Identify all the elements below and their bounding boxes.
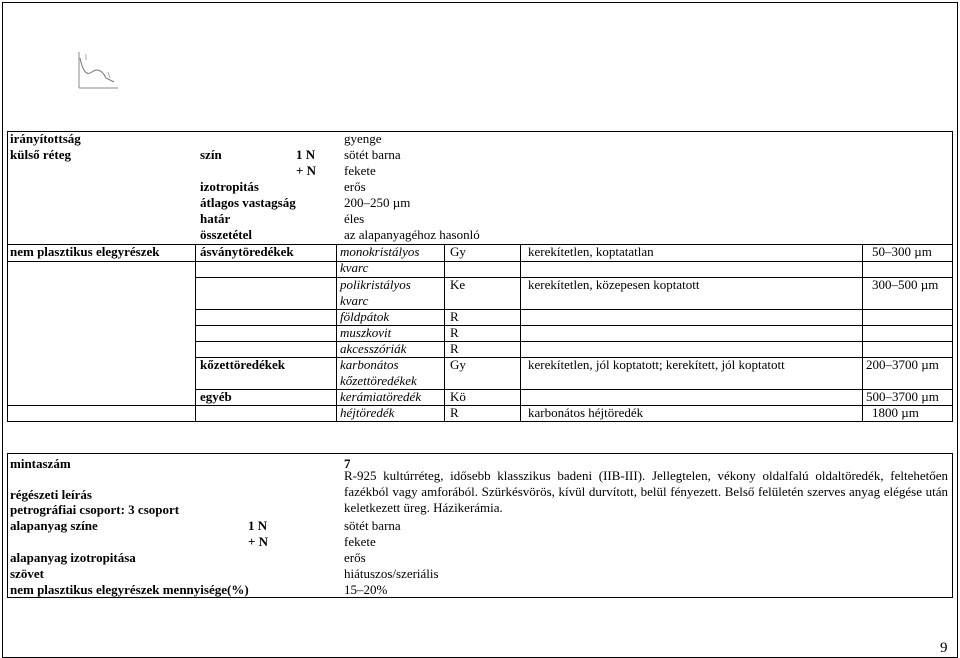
- mineral-item-freq: R: [450, 341, 459, 356]
- mineral-item-name: akcesszóriák: [340, 341, 407, 356]
- orientation-value: gyenge: [344, 131, 382, 146]
- mineral-item-name: földpátok: [340, 309, 390, 324]
- mineral-item-freq: Ke: [450, 277, 466, 292]
- avg-thickness-value: 200–250 µm: [344, 195, 411, 210]
- mineral-item-freq: Gy: [450, 244, 466, 259]
- rock-item-freq: Gy: [450, 357, 466, 372]
- mineral-item-desc: kerekítetlen, közepesen koptatott: [528, 277, 700, 292]
- other-item-name: kerámiatöredék: [340, 389, 422, 404]
- base-color-value-plus-n: fekete: [344, 534, 376, 549]
- nonplastic-amount-value: 15–20%: [344, 582, 388, 597]
- other-item-desc: karbonátos héjtöredék: [528, 405, 644, 420]
- other-item-size: 500–3700 µm: [866, 389, 939, 404]
- other-item-freq: R: [450, 405, 459, 420]
- color-label: szín: [200, 147, 222, 162]
- color-value-1n: sötét barna: [344, 147, 401, 162]
- isotropy-label: izotropitás: [200, 179, 259, 194]
- color-mode-plus-n: + N: [296, 163, 317, 178]
- nonplastic-amount-label: nem plasztikus elegyrészek mennyisége(%): [10, 582, 249, 597]
- boundary-label: határ: [200, 211, 231, 226]
- composition-label: összetétel: [200, 227, 252, 242]
- arch-desc-value: R-925 kultúrréteg, idősebb klasszikus badeni (IIB-III). Jellegtelen, vékony oldalfalú oldaltöredék, feltehetően fazékból vagy amforából. Szürkésvörös, kívül durvított, belül fényezett. Belső felületén szerves anyag elégése után keletkezett üreg. Házikerámia.: [344, 468, 948, 515]
- mineral-fragments-label: ásványtöredékek: [200, 244, 294, 259]
- thumbnail-graph-image: [74, 48, 122, 92]
- base-color-mode-plus-n: + N: [248, 534, 269, 549]
- rock-fragments-label: kőzettöredékek: [200, 357, 285, 372]
- color-mode-1n: 1 N: [296, 147, 316, 162]
- base-color-label: alapanyag színe: [10, 518, 98, 533]
- sample-no-value: 7: [344, 456, 351, 471]
- other-label: egyéb: [200, 389, 232, 404]
- boundary-value: éles: [344, 211, 365, 226]
- base-color-value-1n: sötét barna: [344, 518, 401, 533]
- petro-group-label: petrográfiai csoport: 3 csoport: [10, 502, 180, 517]
- avg-thickness-label: átlagos vastagság: [200, 195, 296, 210]
- rock-item-size: 200–3700 µm: [866, 357, 939, 372]
- orientation-label: irányítottság: [10, 131, 81, 146]
- page-number: 9: [940, 640, 948, 656]
- rock-item-desc: kerekítetlen, jól koptatott; kerekített, jól koptatott: [528, 357, 785, 372]
- mineral-item-freq: R: [450, 325, 459, 340]
- rock-item-name: karbonátos kőzettöredékek: [340, 357, 417, 388]
- color-value-plus-n: fekete: [344, 163, 376, 178]
- other-item-name: héjtöredék: [340, 405, 395, 420]
- other-item-freq: Kö: [450, 389, 466, 404]
- mineral-item-size: 50–300 µm: [872, 244, 932, 259]
- nonplastic-label: nem plasztikus elegyrészek: [10, 244, 160, 259]
- texture-value: hiátuszos/szeriális: [344, 566, 439, 581]
- sample-no-label: mintaszám: [10, 456, 71, 471]
- mineral-item-desc: kerekítetlen, koptatatlan: [528, 244, 654, 259]
- mineral-item-size: 300–500 µm: [872, 277, 939, 292]
- texture-label: szövet: [10, 566, 44, 581]
- mineral-item-name: muszkovit: [340, 325, 392, 340]
- mineral-item-name: polikristályos kvarc: [340, 277, 411, 308]
- outer-layer-label: külső réteg: [10, 147, 72, 162]
- isotropy-value: erős: [344, 179, 366, 194]
- composition-value: az alapanyagéhoz hasonló: [344, 227, 480, 242]
- base-color-mode-1n: 1 N: [248, 518, 268, 533]
- page-frame: [2, 2, 958, 658]
- arch-desc-label: régészeti leírás: [10, 487, 92, 502]
- mineral-item-freq: R: [450, 309, 459, 324]
- base-isotropy-value: erős: [344, 550, 366, 565]
- base-isotropy-label: alapanyag izotropitása: [10, 550, 136, 565]
- other-item-size: 1800 µm: [872, 405, 919, 420]
- mineral-item-name: monokristályos kvarc: [340, 244, 420, 275]
